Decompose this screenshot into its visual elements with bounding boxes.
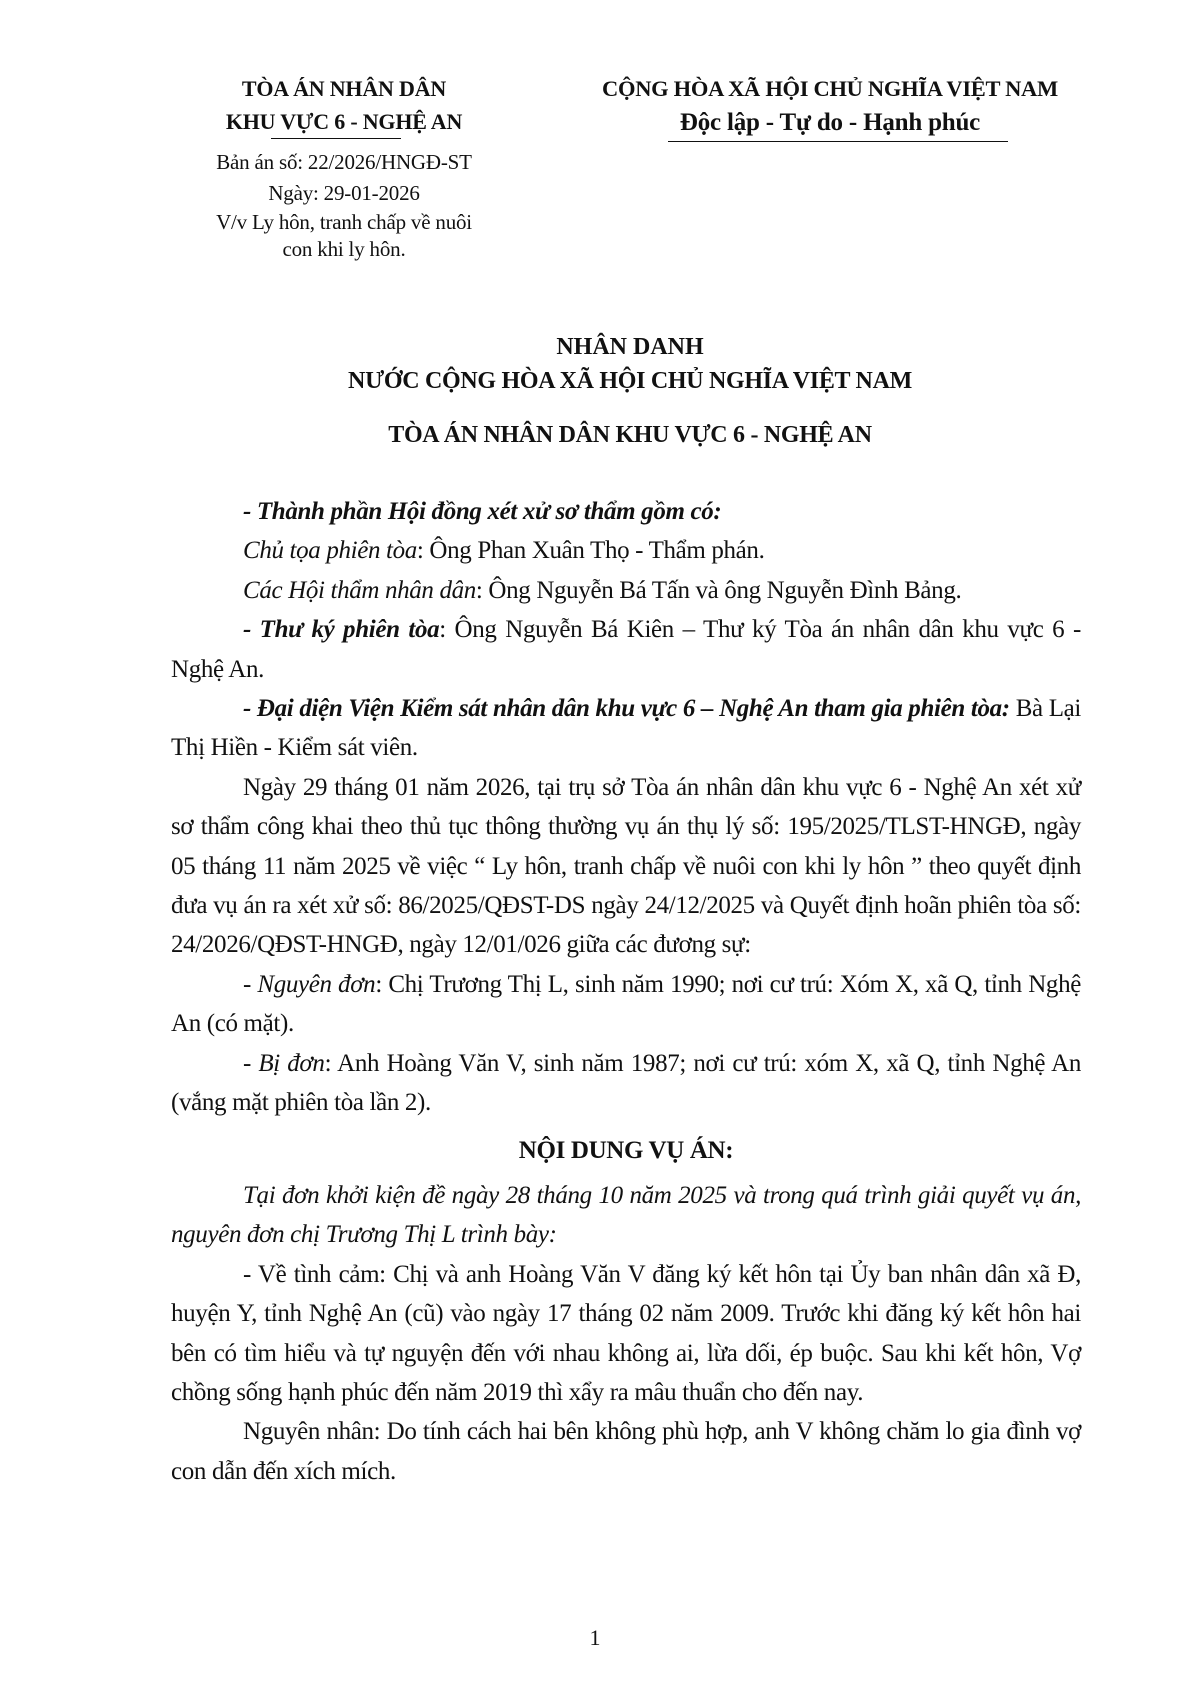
presiding-label: Chủ tọa phiên tòa	[243, 537, 417, 565]
judgment-date: Ngày: 29-01-2026	[268, 181, 420, 205]
jurors-label: Các Hội thẩm nhân dân	[243, 576, 476, 604]
clerk-label: - Thư ký phiên tòa	[243, 616, 440, 644]
presiding-judge	[171, 531, 1081, 570]
presiding-value: : Ông Phan Xuân Thọ - Thẩm phán.	[416, 537, 765, 565]
court-header	[176, 72, 512, 263]
court-name-line2: KHU VỰC 6 - NGHỆ AN	[225, 109, 463, 134]
judgment-subject-line2: con khi ly hôn.	[282, 237, 406, 261]
defendant-value: : Anh Hoàng Văn V, sinh năm 1987; nơi cư trú: xóm X, xã Q, tỉnh Nghệ An (vắng mặt phiên tòa lần 2).	[171, 1049, 1081, 1117]
panel-heading: - Thành phần Hội đồng xét xử sơ thẩm gồm có:	[243, 498, 722, 525]
motto-underline	[668, 141, 1008, 142]
cause-paragraph: Nguyên nhân: Do tính cách hai bên không phù hợp, anh V không chăm lo gia đình vợ con dẫn đến xích mích.	[171, 1418, 1081, 1485]
procuracy-label: - Đại diện Viện Kiểm sát nhân dân khu vực 6 – Nghệ An tham gia phiên tòa:	[243, 695, 1010, 723]
judgment-number: Bản án số: 22/2026/HNGĐ-ST	[216, 150, 472, 174]
judgment-body	[171, 492, 1081, 1491]
case-content-heading: NỘI DUNG VỤ ÁN:	[518, 1136, 734, 1164]
plaintiff-value: : Chị Trương Thị L, sinh năm 1990; nơi cư trú: Xóm X, xã Q, tỉnh Nghệ An (có mặt).	[171, 970, 1081, 1038]
court-clerk	[171, 610, 1081, 689]
jurors-value: : Ông Nguyễn Bá Tấn và ông Nguyễn Đình Bảng.	[475, 576, 962, 604]
republic-name: CỘNG HÒA XÃ HỘI CHỦ NGHĨA VIỆT NAM	[602, 76, 1058, 101]
plaintiff	[171, 965, 1081, 1044]
judgment-meta	[176, 147, 512, 263]
national-motto: Độc lập - Tự do - Hạnh phúc	[679, 109, 981, 136]
court-name-line1: TÒA ÁN NHÂN DÂN	[241, 76, 447, 101]
judgment-subject-line1: V/v Ly hôn, tranh chấp về nuôi	[216, 210, 472, 234]
court-header-underline	[271, 138, 401, 139]
national-header	[570, 72, 1090, 142]
case-intro: Tại đơn khởi kiện đề ngày 28 tháng 10 năm 2025 và trong quá trình giải quyết vụ án, nguyên đơn chị Trương Thị L trình bày:	[171, 1181, 1081, 1249]
plaintiff-label: Nguyên đơn	[257, 970, 376, 998]
title-in-the-name: NHÂN DANH	[556, 334, 704, 360]
defendant-prefix: -	[243, 1049, 259, 1077]
clerk-value: : Ông Nguyễn Bá Kiên – Thư ký Tòa án nhân dân khu vực 6 - Nghệ An.	[171, 616, 1081, 683]
procuracy-value: Bà Lại Thị Hiền - Kiểm sát viên.	[171, 695, 1081, 762]
defendant-label: Bị đơn	[258, 1049, 325, 1077]
page-number: 1	[589, 1625, 601, 1650]
judgment-title	[150, 330, 1110, 452]
defendant	[171, 1044, 1081, 1123]
plaintiff-prefix: -	[243, 970, 258, 998]
procuracy-representative	[171, 689, 1081, 768]
people-jurors	[171, 571, 1081, 610]
title-court: TÒA ÁN NHÂN DÂN KHU VỰC 6 - NGHỆ AN	[388, 422, 872, 448]
relationship-paragraph: - Về tình cảm: Chị và anh Hoàng Văn V đăng ký kết hôn tại Ủy ban nhân dân xã Đ, huyện Y, tỉnh Nghệ An (cũ) vào ngày 17 tháng 02 năm 2009. Trước khi đăng ký kết hôn hai bên có tìm hiểu và tự nguyện đến với nhau không ai, lừa dối, ép buộc. Sau khi kết hôn, Vợ chồng sống hạnh phúc đến năm 2019 thì xẩy ra mâu thuẩn cho đến nay.	[171, 1260, 1081, 1406]
hearing-paragraph: Ngày 29 tháng 01 năm 2026, tại trụ sở Tòa án nhân dân khu vực 6 - Nghệ An xét xử sơ thẩm công khai theo thủ tục thông thường vụ án thụ lý số: 195/2025/TLST-HNGĐ, ngày 05 tháng 11 năm 2025 về việc “ Ly hôn, tranh chấp về nuôi con khi ly hôn ” theo quyết định đưa vụ án ra xét xử số: 86/2025/QĐST-DS ngày 24/12/2025 và Quyết định hoãn phiên tòa số: 24/2026/QĐST-HNGĐ, ngày 12/01/026 giữa các đương sự:	[171, 773, 1081, 959]
title-republic: NƯỚC CỘNG HÒA XÃ HỘI CHỦ NGHĨA VIỆT NAM	[348, 368, 912, 394]
